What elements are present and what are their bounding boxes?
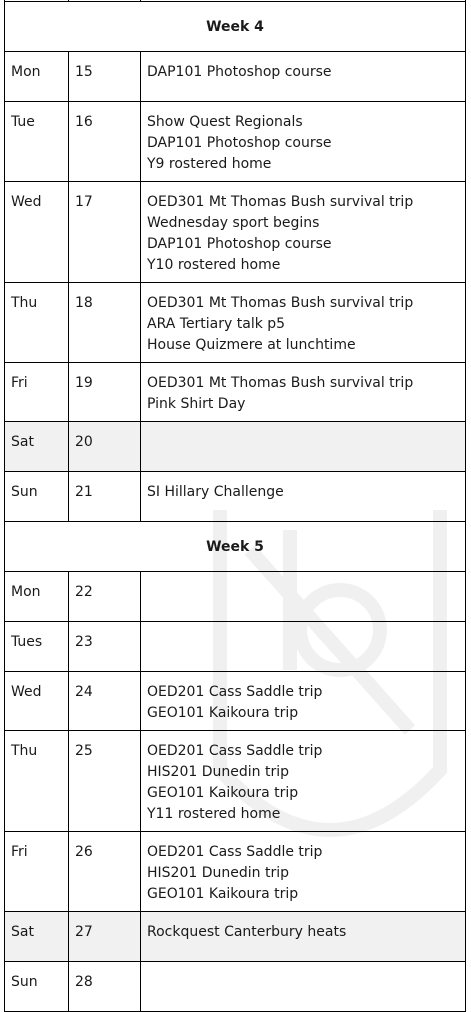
day-date: 28 bbox=[75, 974, 93, 990]
day-name: Thu bbox=[11, 743, 38, 759]
day-row bbox=[5, 422, 466, 472]
event-item: Y11 rostered home bbox=[147, 806, 281, 822]
day-date: 24 bbox=[75, 684, 93, 700]
day-date: 23 bbox=[75, 634, 93, 650]
day-row bbox=[5, 52, 466, 102]
day-date: 20 bbox=[75, 434, 93, 450]
event-item: OED301 Mt Thomas Bush survival trip bbox=[147, 295, 414, 311]
events-cell bbox=[141, 572, 466, 622]
day-date: 26 bbox=[75, 844, 93, 860]
day-date: 25 bbox=[75, 743, 93, 759]
day-name: Sun bbox=[11, 974, 38, 990]
day-date: 16 bbox=[75, 114, 93, 130]
day-row bbox=[5, 102, 466, 182]
event-item: DAP101 Photoshop course bbox=[147, 135, 332, 151]
event-item: House Quizmere at lunchtime bbox=[147, 337, 356, 353]
events-cell bbox=[141, 52, 466, 102]
day-row bbox=[5, 182, 466, 283]
day-row bbox=[5, 572, 466, 622]
events-cell bbox=[141, 422, 466, 472]
day-row bbox=[5, 912, 466, 962]
events-cell bbox=[141, 962, 466, 1012]
event-item: GEO101 Kaikoura trip bbox=[147, 886, 299, 902]
events-cell bbox=[141, 912, 466, 962]
day-name: Fri bbox=[11, 844, 28, 860]
event-item: Wednesday sport begins bbox=[147, 215, 320, 231]
day-name: Mon bbox=[11, 584, 41, 600]
day-date: 18 bbox=[75, 295, 93, 311]
events-cell bbox=[141, 283, 466, 363]
event-item: Rockquest Canterbury heats bbox=[147, 924, 347, 940]
day-row bbox=[5, 472, 466, 522]
day-name: Thu bbox=[11, 295, 38, 311]
event-item: OED201 Cass Saddle trip bbox=[147, 844, 323, 860]
events-cell bbox=[141, 672, 466, 731]
day-name: Wed bbox=[11, 194, 42, 210]
events-cell bbox=[141, 622, 466, 672]
event-item: GEO101 Kaikoura trip bbox=[147, 785, 299, 801]
day-name: Sat bbox=[11, 924, 34, 940]
event-item: SI Hillary Challenge bbox=[147, 484, 284, 500]
day-row bbox=[5, 283, 466, 363]
day-name: Mon bbox=[11, 64, 41, 80]
day-name: Wed bbox=[11, 684, 42, 700]
events-cell bbox=[141, 182, 466, 283]
week-header-row bbox=[5, 2, 466, 52]
event-item: Pink Shirt Day bbox=[147, 396, 246, 412]
event-item: OED201 Cass Saddle trip bbox=[147, 684, 323, 700]
day-row bbox=[5, 363, 466, 422]
event-item: DAP101 Photoshop course bbox=[147, 64, 332, 80]
event-item: ARA Tertiary talk p5 bbox=[147, 316, 286, 332]
day-date: 17 bbox=[75, 194, 93, 210]
day-date: 15 bbox=[75, 64, 93, 80]
day-row bbox=[5, 731, 466, 832]
events-cell bbox=[141, 363, 466, 422]
day-name: Fri bbox=[11, 375, 28, 391]
day-date: 27 bbox=[75, 924, 93, 940]
events-cell bbox=[141, 102, 466, 182]
week-header-row bbox=[5, 522, 466, 572]
event-item: OED201 Cass Saddle trip bbox=[147, 743, 323, 759]
event-item: HIS201 Dunedin trip bbox=[147, 764, 289, 780]
day-row bbox=[5, 962, 466, 1012]
calendar-table bbox=[4, 0, 466, 1012]
day-row bbox=[5, 622, 466, 672]
week-label: Week 5 bbox=[206, 538, 264, 555]
week-label: Week 4 bbox=[206, 18, 264, 35]
event-item: DAP101 Photoshop course bbox=[147, 236, 332, 252]
event-item: OED301 Mt Thomas Bush survival trip bbox=[147, 375, 414, 391]
day-name: Sat bbox=[11, 434, 34, 450]
event-item: HIS201 Dunedin trip bbox=[147, 865, 289, 881]
event-item: Y10 rostered home bbox=[147, 257, 281, 273]
event-item: GEO101 Kaikoura trip bbox=[147, 705, 299, 721]
events-cell bbox=[141, 472, 466, 522]
event-item: Show Quest Regionals bbox=[147, 114, 303, 130]
event-item: OED301 Mt Thomas Bush survival trip bbox=[147, 194, 414, 210]
day-date: 21 bbox=[75, 484, 93, 500]
day-row bbox=[5, 672, 466, 731]
day-name: Tue bbox=[11, 114, 35, 130]
event-item: Y9 rostered home bbox=[147, 156, 272, 172]
day-name: Tues bbox=[11, 634, 43, 650]
day-row bbox=[5, 832, 466, 912]
day-date: 22 bbox=[75, 584, 93, 600]
events-cell bbox=[141, 731, 466, 832]
day-name: Sun bbox=[11, 484, 38, 500]
day-date: 19 bbox=[75, 375, 93, 391]
events-cell bbox=[141, 832, 466, 912]
